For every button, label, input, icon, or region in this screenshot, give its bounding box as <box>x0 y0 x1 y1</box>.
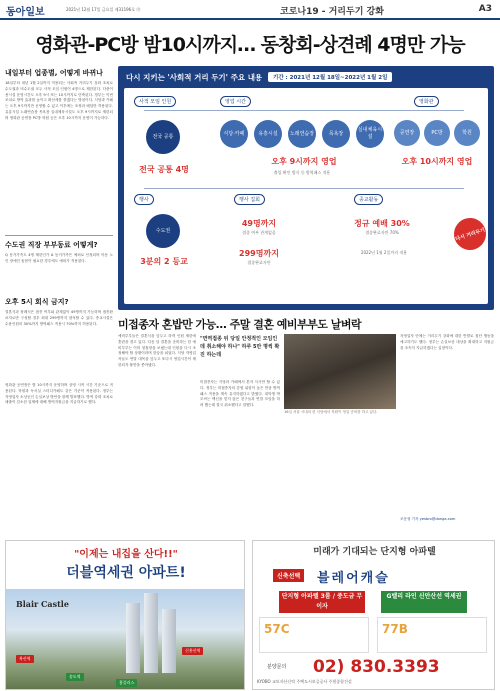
divider <box>5 235 113 236</box>
left-column <box>5 66 113 546</box>
loc-station-3: 송도역 <box>66 673 84 681</box>
story2-photo <box>284 334 396 409</box>
note-religion: 접종완료자만 70% <box>365 230 399 235</box>
infographic <box>118 66 494 310</box>
left-subheading-1: 내일부터 업종별, 어떻게 바뀌나 <box>5 69 103 77</box>
tag-cinema: 영화관 <box>414 96 439 107</box>
circle-entertainment: 유흥시설 <box>254 120 282 148</box>
advertisement-right[interactable] <box>252 540 495 690</box>
unit-type-1: 57C <box>264 622 290 636</box>
ad2-headline: 미래가 기대되는 단지형 아파텔 <box>313 547 436 557</box>
story2-body-a: 예비부부들은 결혼식을 앞두고 하객 인원 제한에 혼란을 겪고 있다. 다음 달 결혼을 준비하는 한 예비부부는 이미 청첩장을 보냈는데 인원을 다시 조정해야 할 상황이라며 한숨을 쉬었다. 식당 자영업자들도 연말 대목을 앞두고 또다시 영업시간이 제한되자 불만을 쏟아냈다. <box>118 334 196 367</box>
loc-station-1: 복산역 <box>16 655 34 663</box>
ad1-header <box>6 541 245 589</box>
circle-bathhouse: 목욕장 <box>322 120 350 148</box>
value-299: 299명까지 <box>239 249 279 258</box>
infographic-title: 다시 지키는 '사회적 거리 두기' 주요 내용 <box>126 73 263 82</box>
story2-right-col <box>400 334 494 534</box>
left-body-2: 결혼식과 장례식은 접종 여부와 관계없이 49명까지 가능하며 접종완료자로만 구성할 경우 최대 299명까지 참석할 수 있다. 종교시설은 수용인원의 30%까지 방역패스 적용시 70%까지 허용된다. <box>5 310 113 326</box>
circle-theater: 공연장 <box>394 120 420 146</box>
phone-label: 분양문의 <box>267 664 287 670</box>
left-body-3: 영화관 공연장은 밤 10시까지 운영하며 상영 시작 시간 기준으로 적용된다. 학원과 독서실 스터디카페도 같은 기준이 적용된다. 정부는 자영업자 소상공인 손실보상 방안을 함께 발표했다. 방역 강화 조치로 매출이 감소한 업체에 대해 방역지원금을 지급하기로 했다. <box>5 383 113 405</box>
ad1-building-image <box>6 589 245 690</box>
circle-pc-bang: PC방 <box>424 120 450 146</box>
story2-body-b: 미접종자는 식당과 카페에서 혼자 식사만 할 수 있다. 정부는 미접종자의 감염 위험이 높은 만큼 방역패스 적용을 계속 유지하겠다고 밝혔다. 대학생 박모씨는 백신을 맞지 않은 친구들과 연말 모임을 하려 했는데 결국 취소했다고 말했다. <box>200 380 280 408</box>
note-pass: 출입 확인 방식 등 방역패스 적용 <box>273 170 331 175</box>
ad2-name: 블레어캐슬 <box>317 571 390 586</box>
ad2-box-1: 단지형 아파텔 3룸 / 중도금 무이자 <box>279 591 365 613</box>
photo-caption: 16일 서울 시내의 한 식당에서 직원이 영업 준비를 하고 있다. <box>284 410 378 414</box>
note-299: 접종완료자만 <box>247 260 271 265</box>
circle-karaoke: 노래연습장 <box>288 120 316 148</box>
circle-nationwide: 전국 공통 <box>146 120 180 154</box>
value-49: 49명까지 <box>241 219 277 228</box>
ad1-title: 더블역세권 아파트! <box>66 565 186 581</box>
main-headline: 영화관-PC방 밤10시까지… 동창회-상견례 4명만 가능 <box>35 34 465 56</box>
circle-restaurant: 식당·카페 <box>220 120 248 148</box>
page-number: A3 <box>478 4 492 14</box>
unit-plan-1 <box>259 617 369 653</box>
connector-line <box>144 110 464 111</box>
circle-academy: 학원 <box>454 120 480 146</box>
ad2-header <box>253 541 495 565</box>
ad2-badge: 신축선택 <box>273 569 304 582</box>
ad1-slogan: "이제는 내집을 산다!!" <box>74 549 178 560</box>
loc-station-2: 신흥산역 <box>182 647 203 655</box>
value-school: 3분의 2 등교 <box>140 257 188 266</box>
tower-2 <box>144 593 158 673</box>
story2-pull-quote: "면역접종 뒤 당일 안정적인 모임인데 취소해야 하나" 하루 5만 명씩 확진 하는데 <box>200 336 280 358</box>
story2-body-c: 자영업자 단체는 거리두기 강화에 대한 반발로 집단 행동을 예고하기도 했다. 정부는 손실보상 대상을 확대하고 지원금을 조속히 지급하겠다는 입장이다. <box>400 334 494 350</box>
infographic-period: 기간 : 2021년 12월 18일~2022년 1월 2일 <box>268 72 392 82</box>
ad1-brand: Blair Castle <box>16 599 69 609</box>
value-religion: 정규 예배 30% <box>354 219 410 228</box>
ad2-sponsors: KYOBO 교보자산신탁 주택도시보증공사 주원종합건설 <box>257 679 352 684</box>
tag-event: 행사 <box>134 194 154 205</box>
left-subheading-2: 수도권 직장 부부동료 어떻게? <box>5 241 98 249</box>
tag-gathering: 사적 모임 인원 <box>134 96 176 107</box>
advertisement-left[interactable] <box>5 540 245 690</box>
note-49: 접종 여부 관계없음 <box>242 230 276 235</box>
ad2-box-2: G밸리 라인 신안산선 역세권 <box>381 591 467 613</box>
newspaper-logo: 동아일보 <box>6 7 45 18</box>
loc-mart: 홈플러스 <box>116 679 137 687</box>
left-body-1: 18일부터 내년 1월 2일까지 적용되는 사회적 거리두기 강화 조치로 수도권과 비수도권 모두 사적 모임 인원이 4명으로 제한된다. 다중이용시설 운영시간도 오후 9시 또는 10시까지로 단축된다. 정부는 이번 조치로 방역 효과를 높이고 확산세를 꺾겠다는 방침이다. 식당과 카페는 오후 9시까지만 운영할 수 있고 이후에는 포장과 배달만 허용된다. 유흥시설 노래연습장 목욕장 실내체육시설도 오후 9시까지로 제한되며 영화관 공연장 PC방 학원 등은 오후 10시까지 운영이 가능하다. <box>5 81 113 120</box>
distancing-stamp: 다시 거리두기 <box>450 214 490 254</box>
byline: 조응형 기자 yesbro@donga.com <box>400 517 456 521</box>
infographic-panel <box>124 88 488 304</box>
circle-gym: 실내체육시설 <box>356 120 384 148</box>
note-period: 2022년 1월 2일까지 적용 <box>360 250 408 255</box>
value-gathering: 전국 공통 4명 <box>139 165 189 174</box>
tag-assembly: 행사 집회 <box>234 194 265 205</box>
story2-headline: 미접종자 혼밥만 가능… 주말 결혼 예비부부도 날벼락 <box>118 318 362 331</box>
tag-hours: 영업 시간 <box>220 96 251 107</box>
section-title: 코로나19 - 거리두기 강화 <box>280 7 384 17</box>
value-9pm: 오후 9시까지 영업 <box>271 157 337 166</box>
circle-capital: 수도권 <box>146 214 180 248</box>
issue-date: 2021년 12월 17일 금요일 제31196호 ㉮ <box>66 7 141 12</box>
masthead <box>0 0 500 20</box>
left-qa: Q 동거가족도 4명 제한인가 A 동거가족은 예외로 인정되며 아동 노인 장애인 돌봄이 필요한 경우에도 예외가 적용된다. <box>5 253 113 263</box>
tower-1 <box>126 603 140 673</box>
unit-type-2: 77B <box>382 622 408 636</box>
value-10pm: 오후 10시까지 영업 <box>401 157 473 166</box>
phone-number[interactable]: 02) 830.3393 <box>313 657 440 677</box>
tower-3 <box>162 609 176 673</box>
connector-line-2 <box>144 188 464 189</box>
tag-religion: 종교활동 <box>354 194 383 205</box>
left-subheading-3: 오후 5시 회식 금지? <box>5 298 69 306</box>
unit-plan-2 <box>377 617 487 653</box>
